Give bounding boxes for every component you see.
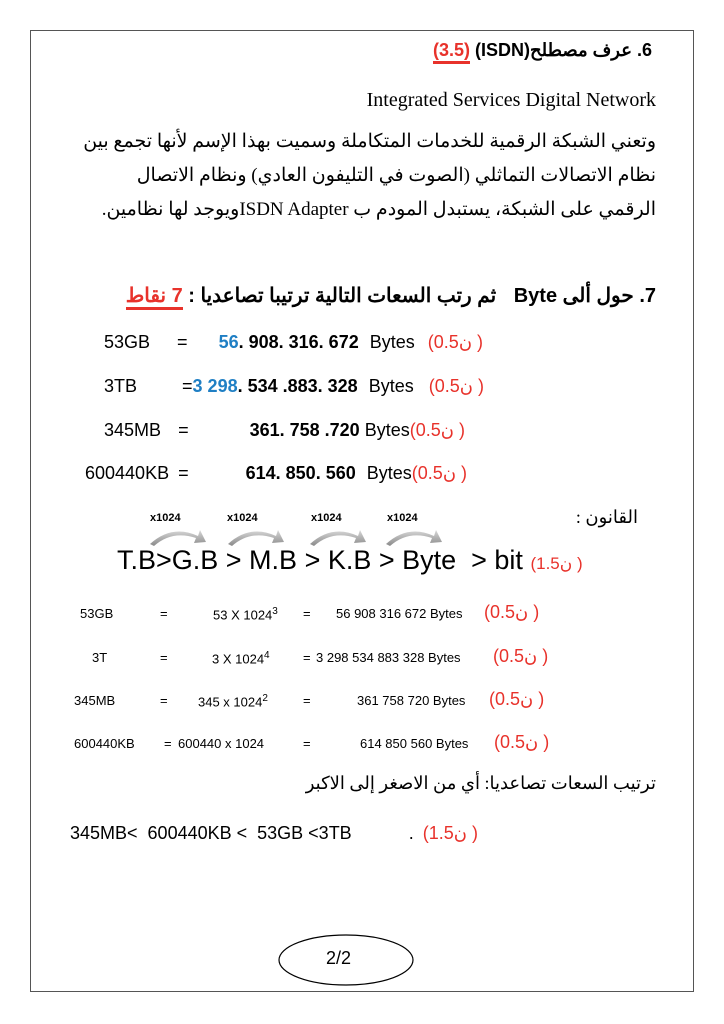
formula-eq2: =	[303, 693, 311, 708]
conversion-value: . 534 .883. 328	[237, 376, 358, 396]
formula-eq2: =	[303, 650, 311, 665]
conversion-points: (ن0.5 )	[409, 420, 465, 440]
curved-arrow-icon	[386, 530, 442, 546]
conversion-eq: =	[178, 463, 189, 483]
q7-title-a: حول ألى	[562, 285, 634, 307]
formula-eq: =	[164, 736, 172, 751]
q6-full-name: Integrated Services Digital Network	[366, 89, 656, 111]
conversion-value: 614. 850. 560	[245, 463, 356, 483]
conversion-lhs: 345MB	[104, 420, 162, 440]
formula-unit: 600440KB	[74, 736, 135, 751]
conversion-unit: Bytes	[366, 463, 412, 483]
formula-unit: 53GB	[80, 606, 114, 621]
order-line: 345MB< 600440KB < 53GB <3TB	[70, 823, 352, 843]
law-label: القانون :	[575, 507, 638, 527]
formula-points: (ن0.5 )	[484, 602, 540, 622]
conversion-row	[104, 420, 465, 441]
q7-title-b: ثم رتب السعات التالية ترتيبا تصاعديا :	[188, 285, 497, 307]
q6-paragraph-line3: الرقمي على الشبكة، يستبدل المودم ب ISDN Adapterويوجد لها نظامين.	[101, 199, 656, 220]
unit-chain-text: T.B>G.B > M.B > K.B > Byte > bit	[117, 545, 523, 575]
conversion-lhs: 600440KB	[85, 463, 170, 483]
conversion-row	[85, 463, 467, 484]
formula-unit: 345MB	[74, 693, 116, 708]
conversion-eq: =	[177, 332, 188, 352]
q7-title-byte: Byte	[513, 285, 558, 307]
formula-eq: =	[160, 650, 168, 665]
q6-score: (3.5)	[433, 40, 470, 64]
q7-number: 7.	[639, 285, 656, 307]
conversion-eq: =	[182, 376, 193, 396]
order-dot: .	[408, 823, 414, 843]
conversion-points: (ن0.5 )	[427, 332, 484, 352]
conversion-lhs: 53GB	[104, 332, 151, 352]
conversion-unit: Bytes	[364, 420, 410, 440]
unit-chain-points: (ن1.5 )	[530, 554, 583, 573]
q6-title: عرف مصطلح(ISDN)	[475, 40, 632, 60]
conversion-points: (ن0.5 )	[411, 463, 468, 483]
multiplier-label: x1024	[227, 512, 258, 524]
curved-arrow-icon	[150, 530, 206, 546]
formula-result: 614 850 560 Bytes	[360, 736, 469, 751]
order-label: ترتيب السعات تصاعديا: أي من الاصغر إلى الاكبر	[305, 773, 656, 793]
unit-chain	[117, 545, 583, 576]
formula-points: (ن0.5 )	[489, 689, 545, 709]
formula-result: 56 908 316 672 Bytes	[336, 606, 463, 621]
conversion-highlight: 56	[218, 332, 239, 352]
multiplier-label: x1024	[387, 512, 418, 524]
conversion-row	[104, 332, 483, 353]
curved-arrow-icon	[310, 530, 366, 546]
conversion-value: 361. 758 .720	[249, 420, 360, 440]
formula-row	[0, 691, 724, 715]
formula-points: (ن0.5 )	[494, 732, 550, 752]
formula-expression: 600440 x 1024	[178, 736, 265, 751]
conversion-lhs: 3TB	[104, 376, 138, 396]
q7-score: 7 نقاط	[126, 285, 183, 310]
conversion-value: . 908. 316. 672	[238, 332, 359, 352]
formula-expression: 3 X 1024$^4$	[212, 650, 270, 667]
conversion-unit: Bytes	[368, 376, 414, 396]
order-points: (ن1.5 )	[422, 823, 478, 843]
conversion-unit: Bytes	[369, 332, 415, 352]
q6-paragraph-line2: نظام الاتصالات التماثلي (الصوت في التليفون العادي) ونظام الاتصال	[136, 165, 656, 186]
page-number: 2/2	[326, 948, 352, 968]
conversion-highlight: 3 298	[192, 376, 238, 396]
curved-arrow-icon	[228, 530, 284, 546]
conversion-points: (ن0.5 )	[428, 376, 485, 396]
q6-paragraph-line1: وتعني الشبكة الرقمية للخدمات المتكاملة وسميت بهذا الإسم لأنها تجمع بين	[83, 131, 656, 152]
formula-expression: 53 X 1024$^3$	[213, 606, 278, 623]
formula-unit: 3T	[92, 650, 108, 665]
order-row	[70, 823, 478, 844]
multiplier-label: x1024	[150, 512, 181, 524]
formula-points: (ن0.5 )	[493, 646, 549, 666]
formula-eq2: =	[303, 606, 311, 621]
formula-row	[0, 734, 724, 758]
formula-row	[0, 604, 724, 628]
conversion-row	[104, 376, 484, 397]
formula-eq: =	[160, 693, 168, 708]
q7-heading	[126, 283, 656, 308]
q6-heading	[433, 40, 652, 61]
formula-expression: 345 x 1024$^2$	[198, 693, 268, 710]
multiplier-label: x1024	[311, 512, 342, 524]
formula-eq2: =	[303, 736, 311, 751]
conversion-eq: =	[178, 420, 189, 440]
formula-result: 361 758 720 Bytes	[357, 693, 466, 708]
formula-result: 3 298 534 883 328 Bytes	[316, 650, 461, 665]
formula-eq: =	[160, 606, 168, 621]
formula-row	[0, 648, 724, 672]
q6-number: 6.	[636, 40, 652, 60]
